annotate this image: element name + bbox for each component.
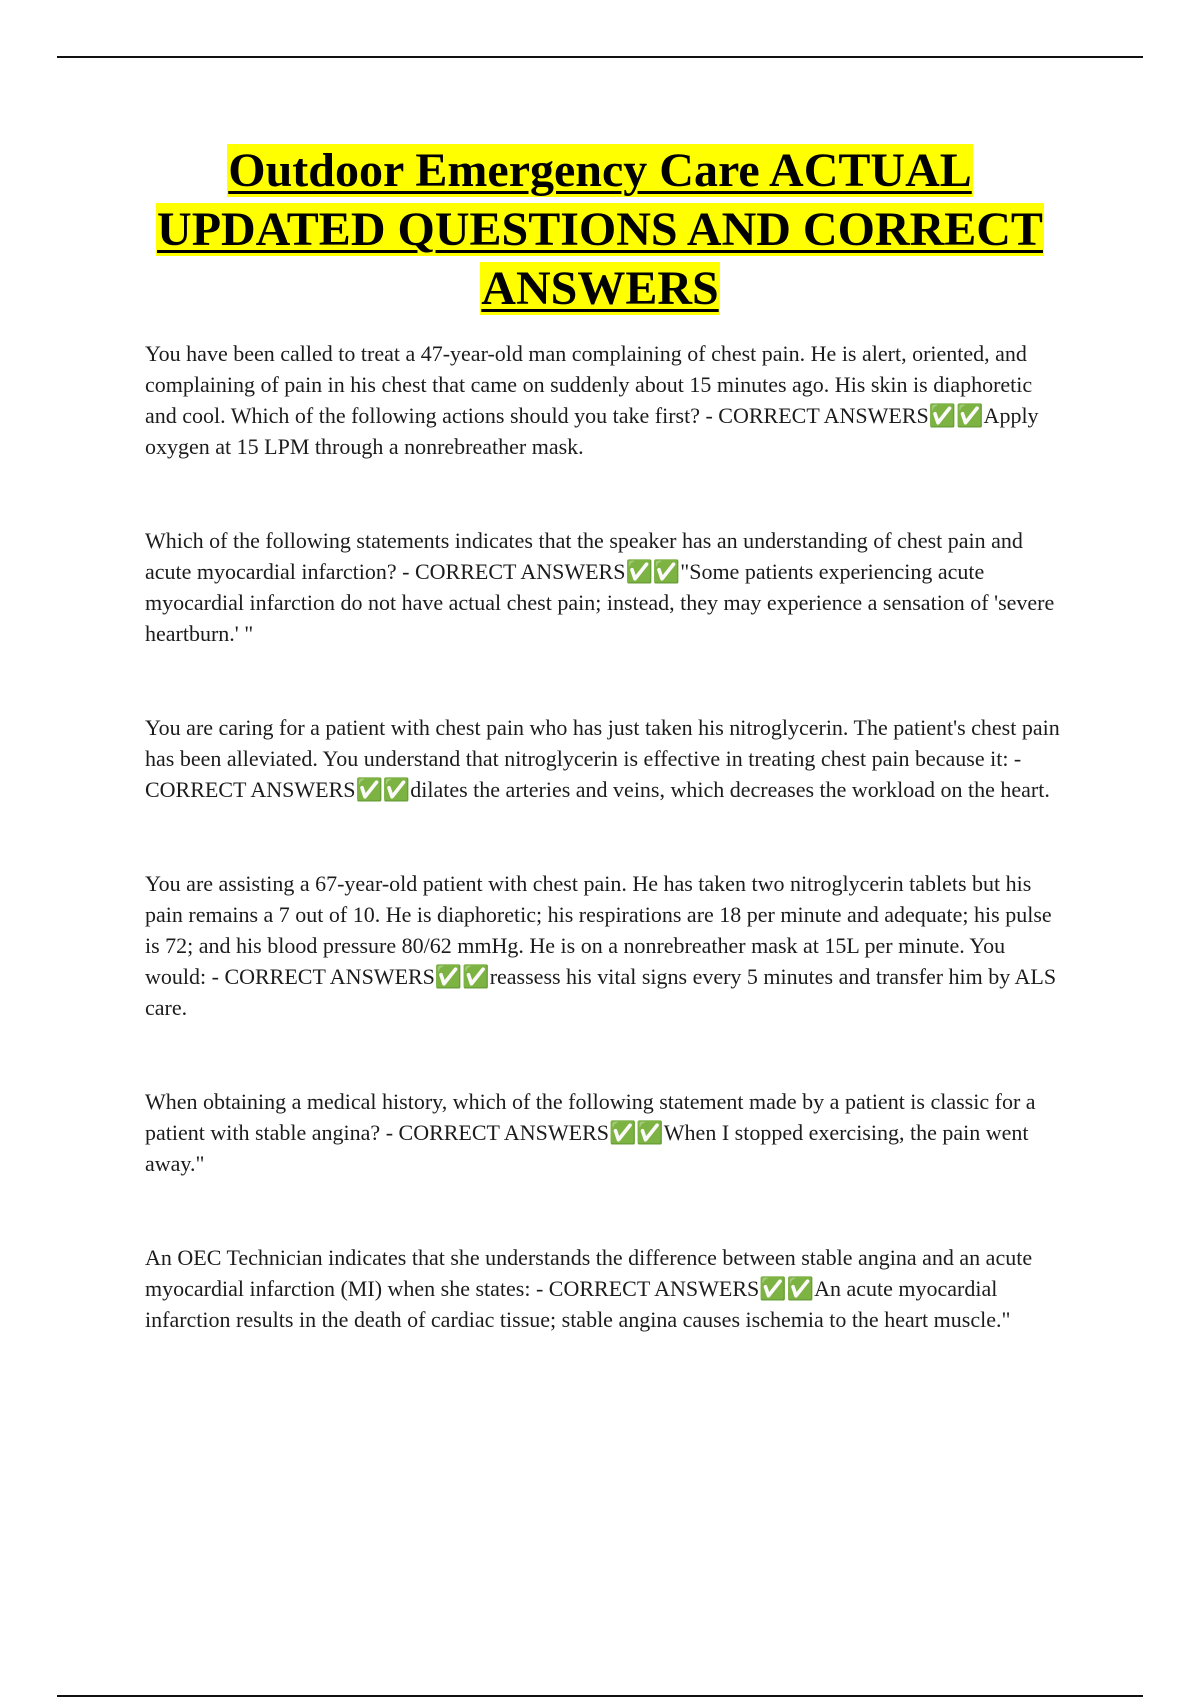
document-title xyxy=(110,141,1090,318)
page-top-rule xyxy=(57,56,1143,58)
qa-item-6: An OEC Technician indicates that she understands the difference between stable angina and an acute myocardial infarction (MI) when she states: - CORRECT ANSWERS✅✅An acute myocardial infarction results in the death of cardiac tissue; stable angina causes ischemia to the heart muscle." xyxy=(145,1245,1033,1332)
qa-item-4: You are assisting a 67-year-old patient with chest pain. He has taken two nitroglycerin tablets but his pain remains a 7 out of 10. He is diaphoretic; his respirations are 18 per minute and adequate; his pulse is 72; and his blood pressure 80/62 mmHg. He is on a nonrebreather mask at 15L per minute. You would: - CORRECT ANSWERS✅✅reassess his vital signs every 5 minutes and transfer him by ALS care. xyxy=(145,871,1057,1020)
qa-list xyxy=(145,338,1060,1335)
qa-item-2: Which of the following statements indicates that the speaker has an understanding of chest pain and acute myocardial infarction? - CORRECT ANSWERS✅✅"Some patients experiencing acute myocardial infarction do not have actual chest pain; instead, they may experience a sensation of 'severe heartburn.' " xyxy=(145,528,1055,646)
qa-item-3: You are caring for a patient with chest pain who has just taken his nitroglycerin. The patient's chest pain has been alleviated. You understand that nitroglycerin is effective in treating chest pain because it: - CORRECT ANSWERS✅✅dilates the arteries and veins, which decreases the workload on the heart. xyxy=(145,715,1060,802)
page-bottom-rule xyxy=(57,1695,1143,1697)
qa-item-1: You have been called to treat a 47-year-old man complaining of chest pain. He is alert, oriented, and complaining of pain in his chest that came on suddenly about 15 minutes ago. His skin is diaphoretic and cool. Which of the following actions should you take first? - CORRECT ANSWERS✅✅Apply oxygen at 15 LPM through a nonrebreather mask. xyxy=(145,341,1039,459)
qa-item-5: When obtaining a medical history, which of the following statement made by a patient is classic for a patient with stable angina? - CORRECT ANSWERS✅✅When I stopped exercising, the pain went away." xyxy=(145,1089,1036,1176)
document-title-text: Outdoor Emergency Care ACTUAL UPDATED QUESTIONS AND CORRECT ANSWERS xyxy=(157,144,1043,315)
